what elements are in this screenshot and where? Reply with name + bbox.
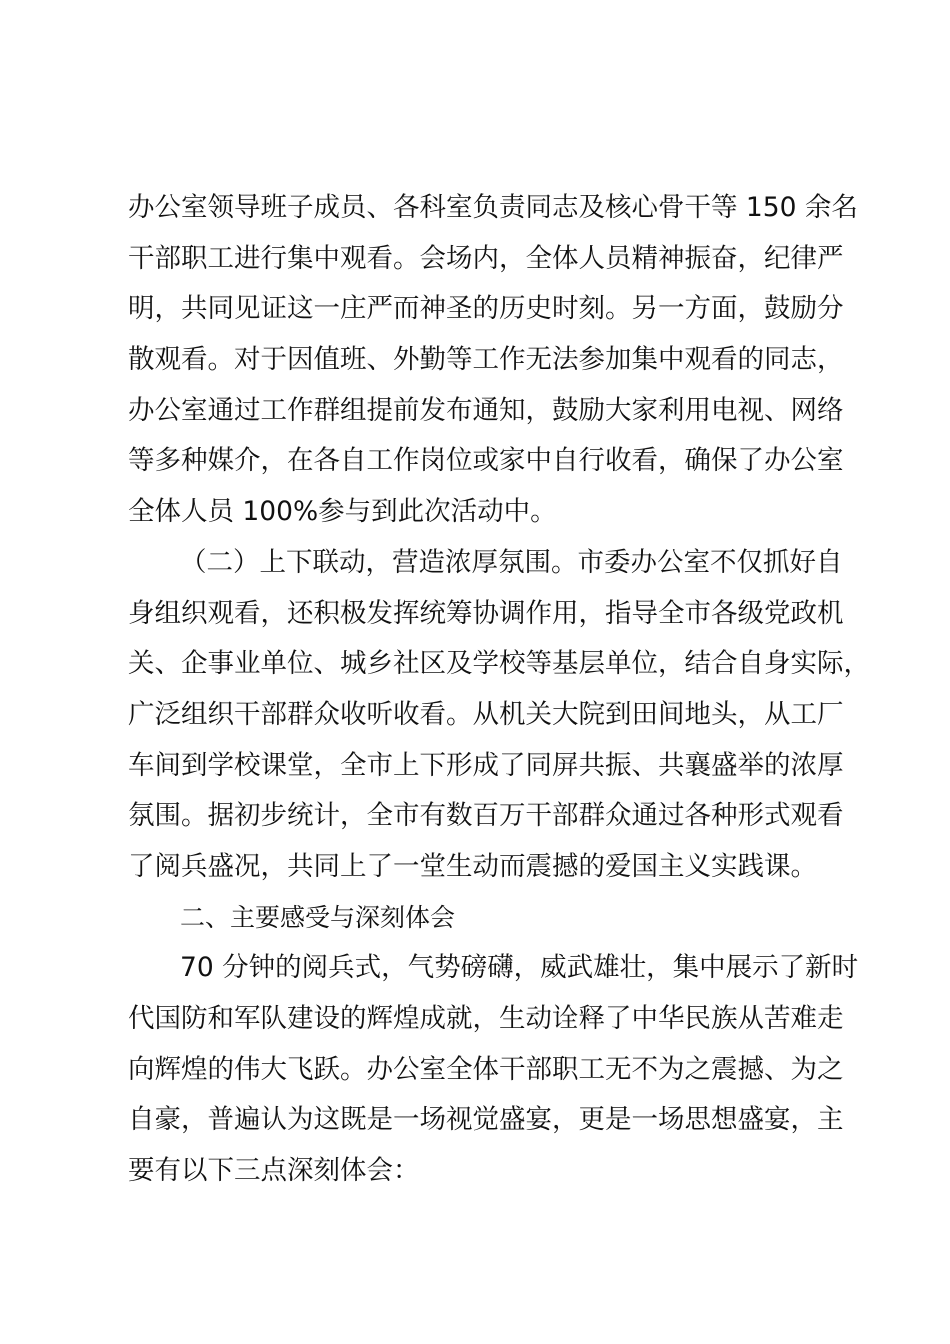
paragraph-impressions — [128, 943, 859, 1196]
text-line: 等多种媒介，在各自工作岗位或家中自行收看，确保了办公室 — [128, 445, 844, 477]
text-line: 关、企事业单位、城乡社区及学校等基层单位，结合自身实际， — [128, 648, 870, 680]
text-line: 氛围。据初步统计，全市有数百万干部群众通过各种形式观看 — [128, 800, 844, 832]
paragraph-centralized-viewing — [128, 183, 858, 538]
text-line: 办公室领导班子成员、各科室负责同志及核心骨干等 150 余名 — [128, 192, 858, 223]
text-line: 代国防和军队建设的辉煌成就，生动诠释了中华民族从苦难走 — [128, 1003, 844, 1034]
paragraph-linkage — [128, 538, 870, 893]
text-line: 明，共同见证这一庄严而神圣的历史时刻。另一方面，鼓励分 — [128, 293, 844, 325]
text-line: 车间到学校课堂，全市上下形成了同屏共振、共襄盛举的浓厚 — [128, 749, 844, 781]
text-line: 了阅兵盛况，共同上了一堂生动而震撼的爱国主义实践课。 — [128, 850, 817, 882]
text-line: 干部职工进行集中观看。会场内，全体人员精神振奋，纪律严 — [128, 242, 844, 274]
text-line: 办公室通过工作群组提前发布通知，鼓励大家利用电视、网络 — [128, 394, 844, 426]
text-line: 散观看。对于因值班、外勤等工作无法参加集中观看的同志， — [128, 344, 844, 376]
text-line: （二）上下联动，营造浓厚氛围。市委办公室不仅抓好自 — [180, 546, 843, 578]
text-line: 自豪，普遍认为这既是一场视觉盛宴，更是一场思想盛宴，主 — [128, 1104, 844, 1136]
section-heading — [128, 893, 832, 944]
text-line: 全体人员 100%参与到此次活动中。 — [128, 496, 557, 528]
text-line: 广泛组织干部群众收听收看。从机关大院到田间地头，从工厂 — [128, 698, 844, 730]
text-line: 要有以下三点深刻体会： — [128, 1155, 420, 1187]
heading-text: 二、主要感受与深刻体会 — [180, 902, 456, 932]
text-line: 身组织观看，还积极发挥统筹协调作用，指导全市各级党政机 — [128, 597, 844, 629]
text-line: 70 分钟的阅兵式，气势磅礴，威武雄壮，集中展示了新时 — [180, 952, 859, 984]
text-line: 向辉煌的伟大飞跃。办公室全体干部职工无不为之震撼、为之 — [128, 1053, 844, 1085]
document-body — [128, 183, 870, 1197]
